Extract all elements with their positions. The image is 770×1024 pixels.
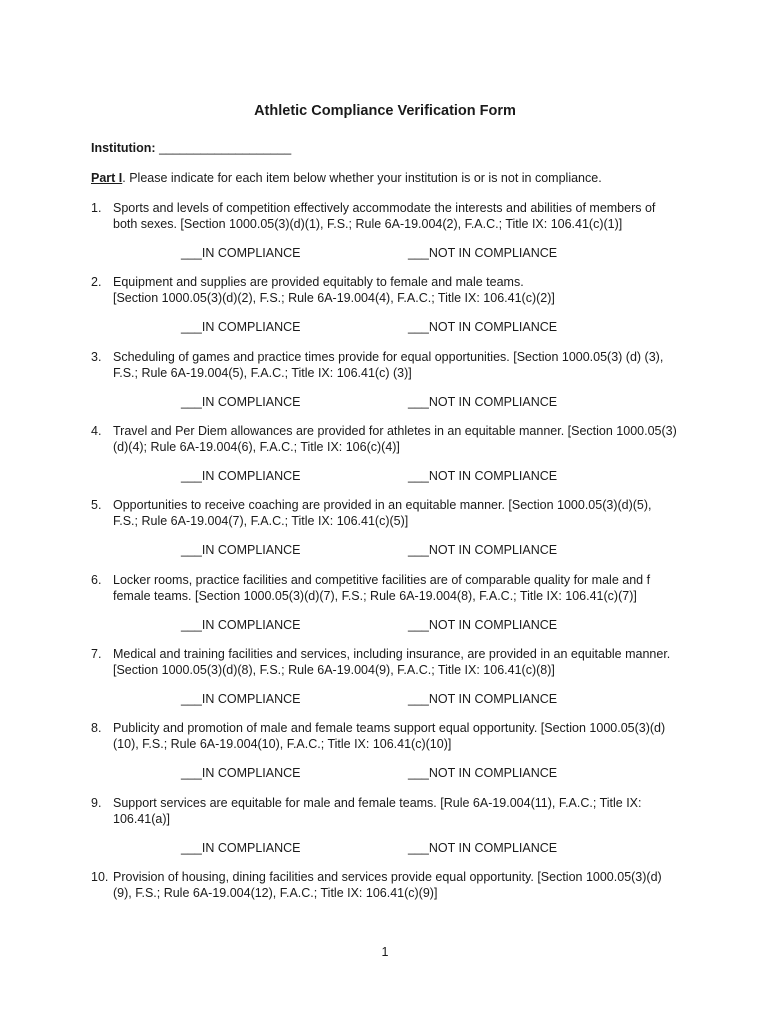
item-number: 2. xyxy=(91,275,102,289)
not-in-compliance-option: ___NOT IN COMPLIANCE xyxy=(408,692,558,706)
item-number: 6. xyxy=(91,573,102,587)
item-text: Opportunities to receive coaching are provided in an equitable manner. [Section 1000.05(3)(d)(5), F.S.; Rule 6A-19.004(7), F.A.C.; Title IX: 106.41(c)(5)] xyxy=(113,498,652,528)
item-number: 8. xyxy=(91,721,102,735)
institution-label: Institution: xyxy=(91,141,156,155)
in-compliance-option: ___IN COMPLIANCE xyxy=(181,395,301,409)
item-text: Support services are equitable for male and female teams. [Rule 6A-19.004(11), F.A.C.; Title IX: 106.41(a)] xyxy=(113,796,642,826)
item-number: 3. xyxy=(91,350,102,364)
in-compliance-option: ___IN COMPLIANCE xyxy=(181,766,301,780)
in-compliance-option: ___IN COMPLIANCE xyxy=(181,320,301,334)
item-number: 1. xyxy=(91,201,102,215)
item-number: 7. xyxy=(91,647,102,661)
item-text: Locker rooms, practice facilities and competitive facilities are of comparable quality for male and f female teams. [Section 1000.05(3)(d)(7), F.S.; Rule 6A-19.004(8), F.A.C.; Title IX: 106.41(c)(7)] xyxy=(113,573,651,603)
item-text: Sports and levels of competition effectively accommodate the interests and abilities of members of both sexes. [Section 1000.05(3)(d)(1), F.S.; Rule 6A-19.004(2), F.A.C.; Title IX: 106.41(c)(1)] xyxy=(113,201,656,231)
not-in-compliance-option: ___NOT IN COMPLIANCE xyxy=(408,841,558,855)
form-title: Athletic Compliance Verification Form xyxy=(254,103,516,119)
item-text: Provision of housing, dining facilities and services provide equal opportunity. [Section 1000.05(3)(d) (9), F.S.; Rule 6A-19.004(12), F.A.C.; Title IX: 106.41(c)(9)] xyxy=(113,870,662,900)
item-number: 10. xyxy=(91,870,109,884)
not-in-compliance-option: ___NOT IN COMPLIANCE xyxy=(408,320,558,334)
institution-blank: ___________________ xyxy=(159,141,292,155)
item-text: Travel and Per Diem allowances are provided for athletes in an equitable manner. [Section 1000.05(3) (d)(4); Rule 6A-19.004(6), F.A.C.; Title IX: 106(c)(4)] xyxy=(113,424,677,454)
institution-line xyxy=(91,141,291,155)
item-text: Scheduling of games and practice times provide for equal opportunities. [Section 1000.05(3) (d) (3), F.S.; Rule 6A-19.004(5), F.A.C.; Title IX: 106.41(c) (3)] xyxy=(113,350,664,380)
in-compliance-option: ___IN COMPLIANCE xyxy=(181,543,301,557)
not-in-compliance-option: ___NOT IN COMPLIANCE xyxy=(408,395,558,409)
not-in-compliance-option: ___NOT IN COMPLIANCE xyxy=(408,766,558,780)
item-number: 5. xyxy=(91,498,102,512)
in-compliance-option: ___IN COMPLIANCE xyxy=(181,469,301,483)
not-in-compliance-option: ___NOT IN COMPLIANCE xyxy=(408,469,558,483)
not-in-compliance-option: ___NOT IN COMPLIANCE xyxy=(408,543,558,557)
in-compliance-option: ___IN COMPLIANCE xyxy=(181,618,301,632)
not-in-compliance-option: ___NOT IN COMPLIANCE xyxy=(408,246,558,260)
part-intro xyxy=(91,171,602,185)
item-text: Publicity and promotion of male and female teams support equal opportunity. [Section 1000.05(3)(d) (10), F.S.; Rule 6A-19.004(10), F.A.C.; Title IX: 106.41(c)(10)] xyxy=(113,721,666,751)
item-text: Equipment and supplies are provided equitably to female and male teams. [Section 1000.05(3)(d)(2), F.S.; Rule 6A-19.004(4), F.A.C.; Title IX: 106.41(c)(2)] xyxy=(113,275,555,305)
item-number: 4. xyxy=(91,424,102,438)
item-number: 9. xyxy=(91,796,102,810)
page-number: 1 xyxy=(381,945,389,959)
in-compliance-option: ___IN COMPLIANCE xyxy=(181,246,301,260)
item-text: Medical and training facilities and services, including insurance, are provided in an equitable manner. [Section 1000.05(3)(d)(8), F.S.; Rule 6A-19.004(9), F.A.C.; Title IX: 106.41(c)(8)] xyxy=(113,647,671,677)
in-compliance-option: ___IN COMPLIANCE xyxy=(181,692,301,706)
in-compliance-option: ___IN COMPLIANCE xyxy=(181,841,301,855)
part-instructions: . Please indicate for each item below whether your institution is or is not in compliance. xyxy=(122,171,602,185)
part-label: Part I xyxy=(91,171,123,185)
not-in-compliance-option: ___NOT IN COMPLIANCE xyxy=(408,618,558,632)
